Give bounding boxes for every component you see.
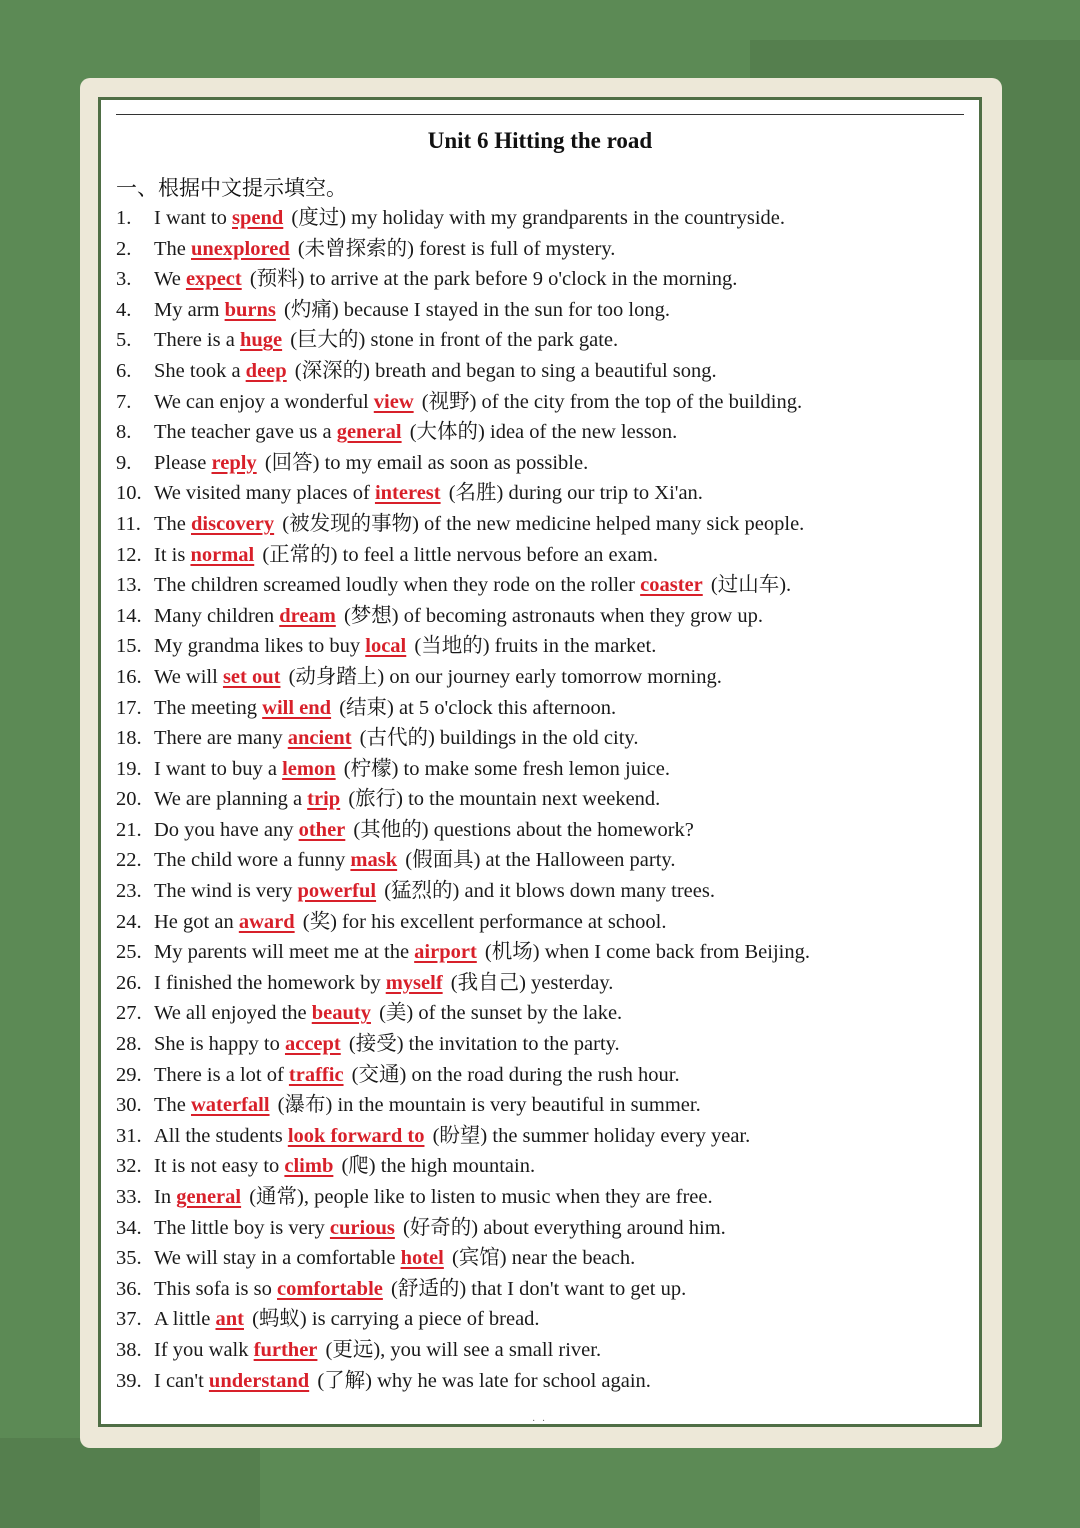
sentence-start: My grandma likes to buy — [154, 635, 366, 658]
sentence-end: (更远), you will see a small river. — [320, 1338, 602, 1361]
item-number: 36. — [116, 1277, 142, 1300]
sentence-start: We all enjoyed the — [154, 1002, 312, 1025]
sentence-start: This sofa is so — [154, 1277, 277, 1300]
answer-word: view — [373, 390, 414, 413]
item-number: 10. — [116, 482, 142, 505]
exercise-item — [116, 784, 966, 815]
header-rule — [116, 114, 964, 115]
sentence-end: (爬) the high mountain. — [336, 1155, 536, 1178]
sentence-end: (蚂蚁) is carrying a piece of bread. — [246, 1308, 540, 1331]
answer-word: general — [176, 1186, 242, 1208]
exercise-item — [116, 1213, 966, 1244]
item-number: 20. — [116, 788, 142, 811]
answer-word: local — [365, 635, 407, 658]
answer-word: interest — [374, 482, 441, 505]
answer-word: burns — [224, 298, 276, 321]
item-number: 27. — [116, 1002, 142, 1025]
answer-word: coaster — [640, 574, 703, 597]
answer-word: mask — [350, 849, 398, 872]
exercise-item — [116, 1029, 966, 1060]
sentence-start: She is happy to — [154, 1033, 285, 1056]
answer-word: reply — [211, 451, 257, 474]
sentence-end: (我自己) yesterday. — [445, 971, 614, 994]
sentence-start: It is — [154, 543, 191, 566]
item-number: 7. — [116, 390, 132, 413]
sentence-start: There is a lot of — [154, 1063, 289, 1086]
item-number: 34. — [116, 1216, 142, 1239]
sentence-end: (灼痛) because I stayed in the sun for too long. — [278, 298, 671, 321]
item-number: 11. — [116, 512, 141, 535]
sentence-end: (宾馆) near the beach. — [446, 1247, 636, 1270]
exercise-item — [116, 754, 966, 785]
section-heading: 一、根据中文提示填空。 — [116, 176, 347, 200]
sentence-start: The child wore a funny — [154, 849, 351, 872]
sentence-start: We — [154, 268, 186, 291]
answer-word: general — [336, 421, 402, 444]
sentence-start: The teacher gave us a — [154, 421, 337, 444]
item-number: 25. — [116, 941, 142, 964]
item-number: 22. — [116, 849, 142, 872]
item-number: 14. — [116, 604, 142, 627]
item-number: 5. — [116, 329, 132, 352]
sentence-end: (深深的) breath and began to sing a beautiful song. — [289, 359, 717, 382]
exercise-item — [116, 1090, 966, 1121]
sentence-start: The children screamed loudly when they rode on the roller — [154, 574, 641, 597]
sentence-end: (机场) when I come back from Beijing. — [479, 941, 810, 964]
sentence-end: (通常), people like to listen to music when they are free. — [244, 1186, 713, 1208]
exercise-item — [116, 876, 966, 907]
sentence-start: I can't — [154, 1369, 209, 1392]
item-number: 19. — [116, 757, 142, 780]
answer-word: ancient — [287, 727, 352, 750]
sentence-start: We will — [154, 665, 223, 688]
answer-word: understand — [208, 1369, 310, 1392]
item-number: 21. — [116, 818, 142, 841]
exercise-item — [116, 356, 966, 387]
sentence-end: (过山车). — [705, 574, 792, 597]
sentence-end: (被发现的事物) of the new medicine helped many sick people. — [277, 512, 805, 535]
answer-word: expect — [185, 268, 242, 291]
exercise-item — [116, 570, 966, 601]
answer-word: lemon — [282, 757, 336, 780]
exercise-item — [116, 1121, 966, 1152]
exercise-item — [116, 203, 966, 234]
exercise-list — [116, 203, 966, 1396]
exercise-item — [116, 1182, 966, 1213]
sentence-end: (假面具) at the Halloween party. — [400, 849, 676, 872]
sentence-end: (旅行) to the mountain next weekend. — [343, 788, 661, 811]
sentence-end: (当地的) fruits in the market. — [409, 635, 657, 658]
sentence-end: (猛烈的) and it blows down many trees. — [379, 880, 715, 903]
answer-word: traffic — [288, 1063, 344, 1086]
sentence-start: She took a — [154, 359, 246, 382]
exercise-item — [116, 1304, 966, 1335]
sentence-start: I want to buy a — [154, 757, 283, 780]
answer-word: will end — [262, 696, 332, 719]
exercise-item — [116, 1274, 966, 1305]
sentence-end: (结束) at 5 o'clock this afternoon. — [334, 696, 617, 719]
item-number: 28. — [116, 1033, 142, 1056]
answer-word: hotel — [400, 1247, 444, 1270]
sentence-end: (瀑布) in the mountain is very beautiful in summer. — [272, 1094, 701, 1117]
sentence-start: Many children — [154, 604, 280, 627]
item-number: 1. — [116, 207, 132, 229]
sentence-start: My parents will meet me at the — [154, 941, 415, 964]
sentence-start: The — [154, 237, 191, 260]
exercise-item — [116, 631, 966, 662]
sentence-end: (柠檬) to make some fresh lemon juice. — [338, 757, 670, 780]
sentence-start: The meeting — [154, 696, 263, 719]
sentence-start: Do you have any — [154, 818, 299, 841]
answer-word: further — [253, 1338, 318, 1361]
exercise-item — [116, 540, 966, 571]
item-number: 35. — [116, 1247, 142, 1270]
sentence-end: (了解) why he was late for school again. — [312, 1369, 651, 1392]
answer-word: myself — [385, 971, 443, 994]
item-number: 2. — [116, 237, 132, 260]
sentence-end: (梦想) of becoming astronauts when they grow up. — [338, 604, 763, 627]
exercise-item — [116, 387, 966, 418]
exercise-item — [116, 1243, 966, 1274]
answer-word: set out — [222, 665, 281, 688]
exercise-item — [116, 815, 966, 846]
answer-word: waterfall — [191, 1094, 270, 1117]
answer-word: unexplored — [191, 237, 290, 260]
answer-word: award — [238, 910, 295, 933]
answer-word: climb — [284, 1155, 334, 1178]
exercise-item — [116, 937, 966, 968]
sentence-start: We will stay in a comfortable — [154, 1247, 401, 1270]
sentence-start: There is a — [154, 329, 240, 352]
answer-word: trip — [307, 788, 341, 811]
answer-word: discovery — [191, 512, 275, 535]
sentence-end: (接受) the invitation to the party. — [343, 1033, 620, 1056]
answer-word: beauty — [311, 1002, 371, 1025]
sentence-end: (美) of the sunset by the lake. — [373, 1002, 623, 1025]
item-number: 29. — [116, 1063, 142, 1086]
sentence-start: There are many — [154, 727, 288, 750]
item-number: 15. — [116, 635, 142, 658]
page-title: Unit 6 Hitting the road — [427, 128, 653, 153]
item-number: 24. — [116, 910, 142, 933]
exercise-item — [116, 845, 966, 876]
sentence-start: We visited many places of — [154, 482, 375, 505]
sentence-start: The little boy is very — [154, 1216, 330, 1239]
item-number: 17. — [116, 696, 142, 719]
item-number: 37. — [116, 1308, 142, 1331]
exercise-item — [116, 907, 966, 938]
page-footer-dots: · · — [532, 1416, 548, 1427]
item-number: 4. — [116, 298, 132, 321]
item-number: 8. — [116, 421, 132, 444]
answer-word: accept — [284, 1033, 341, 1056]
sentence-end: (预料) to arrive at the park before 9 o'clock in the morning. — [244, 268, 738, 291]
sentence-start: Please — [154, 451, 212, 474]
item-number: 39. — [116, 1369, 142, 1392]
item-number: 26. — [116, 971, 142, 994]
item-number: 3. — [116, 268, 132, 291]
exercise-item — [116, 693, 966, 724]
item-number: 6. — [116, 359, 132, 382]
exercise-item — [116, 1151, 966, 1182]
exercise-item — [116, 1060, 966, 1091]
item-number: 30. — [116, 1094, 142, 1117]
sentence-start: We are planning a — [154, 788, 308, 811]
exercise-item — [116, 448, 966, 479]
exercise-item — [116, 968, 966, 999]
answer-word: powerful — [297, 880, 377, 903]
sentence-start: He got an — [154, 910, 239, 933]
sentence-end: (古代的) buildings in the old city. — [354, 727, 639, 750]
exercise-item — [116, 601, 966, 632]
sentence-start: I finished the homework by — [154, 971, 386, 994]
item-number: 12. — [116, 543, 142, 566]
sentence-end: (动身踏上) on our journey early tomorrow morning. — [283, 665, 722, 688]
sentence-end: (度过) my holiday with my grandparents in the countryside. — [286, 207, 786, 229]
exercise-item — [116, 234, 966, 265]
item-number: 13. — [116, 574, 142, 597]
item-number: 31. — [116, 1124, 142, 1147]
sentence-start: The — [154, 1094, 191, 1117]
sentence-end: (大体的) idea of the new lesson. — [404, 421, 678, 444]
sentence-start: It is not easy to — [154, 1155, 285, 1178]
exercise-item — [116, 998, 966, 1029]
sentence-end: (好奇的) about everything around him. — [397, 1216, 726, 1239]
answer-word: dream — [279, 604, 336, 627]
exercise-item — [116, 417, 966, 448]
item-number: 23. — [116, 880, 142, 903]
sentence-start: A little — [154, 1308, 216, 1331]
exercise-item — [116, 723, 966, 754]
answer-word: look forward to — [287, 1124, 425, 1147]
answer-word: huge — [239, 329, 283, 352]
exercise-item — [116, 1366, 966, 1397]
answer-word: ant — [215, 1308, 244, 1331]
sentence-start: If you walk — [154, 1338, 254, 1361]
item-number: 16. — [116, 665, 142, 688]
item-number: 33. — [116, 1186, 142, 1208]
exercise-item — [116, 509, 966, 540]
sentence-start: In — [154, 1186, 177, 1208]
sentence-end: (正常的) to feel a little nervous before an exam. — [257, 543, 658, 566]
item-number: 32. — [116, 1155, 142, 1178]
exercise-item — [116, 1335, 966, 1366]
sentence-end: (巨大的) stone in front of the park gate. — [285, 329, 619, 352]
item-number: 9. — [116, 451, 132, 474]
sentence-start: The — [154, 512, 191, 535]
item-number: 38. — [116, 1338, 142, 1361]
sentence-end: (盼望) the summer holiday every year. — [427, 1124, 751, 1147]
sentence-end: (视野) of the city from the top of the building. — [416, 390, 803, 413]
exercise-item — [116, 264, 966, 295]
sentence-end: (交通) on the road during the rush hour. — [346, 1063, 680, 1086]
answer-word: deep — [245, 359, 287, 382]
sentence-start: My arm — [154, 298, 225, 321]
background-shade-bottom — [0, 1438, 260, 1528]
sentence-end: (其他的) questions about the homework? — [348, 818, 694, 841]
sentence-end: (舒适的) that I don't want to get up. — [385, 1277, 687, 1300]
sentence-start: We can enjoy a wonderful — [154, 390, 374, 413]
sentence-end: (奖) for his excellent performance at school. — [297, 910, 667, 933]
answer-word: normal — [190, 543, 255, 566]
sentence-end: (未曾探索的) forest is full of mystery. — [292, 237, 616, 260]
answer-word: airport — [414, 941, 477, 964]
answer-word: other — [298, 818, 346, 841]
answer-word: curious — [329, 1216, 395, 1239]
sentence-start: I want to — [154, 207, 232, 229]
exercise-item — [116, 295, 966, 326]
sentence-end: (名胜) during our trip to Xi'an. — [443, 482, 703, 505]
answer-word: comfortable — [277, 1277, 383, 1300]
exercise-item — [116, 325, 966, 356]
item-number: 18. — [116, 727, 142, 750]
exercise-item — [116, 662, 966, 693]
answer-word: spend — [232, 207, 284, 229]
sentence-end: (回答) to my email as soon as possible. — [259, 451, 589, 474]
exercise-item — [116, 478, 966, 509]
sentence-start: All the students — [154, 1124, 288, 1147]
sentence-start: The wind is very — [154, 880, 298, 903]
